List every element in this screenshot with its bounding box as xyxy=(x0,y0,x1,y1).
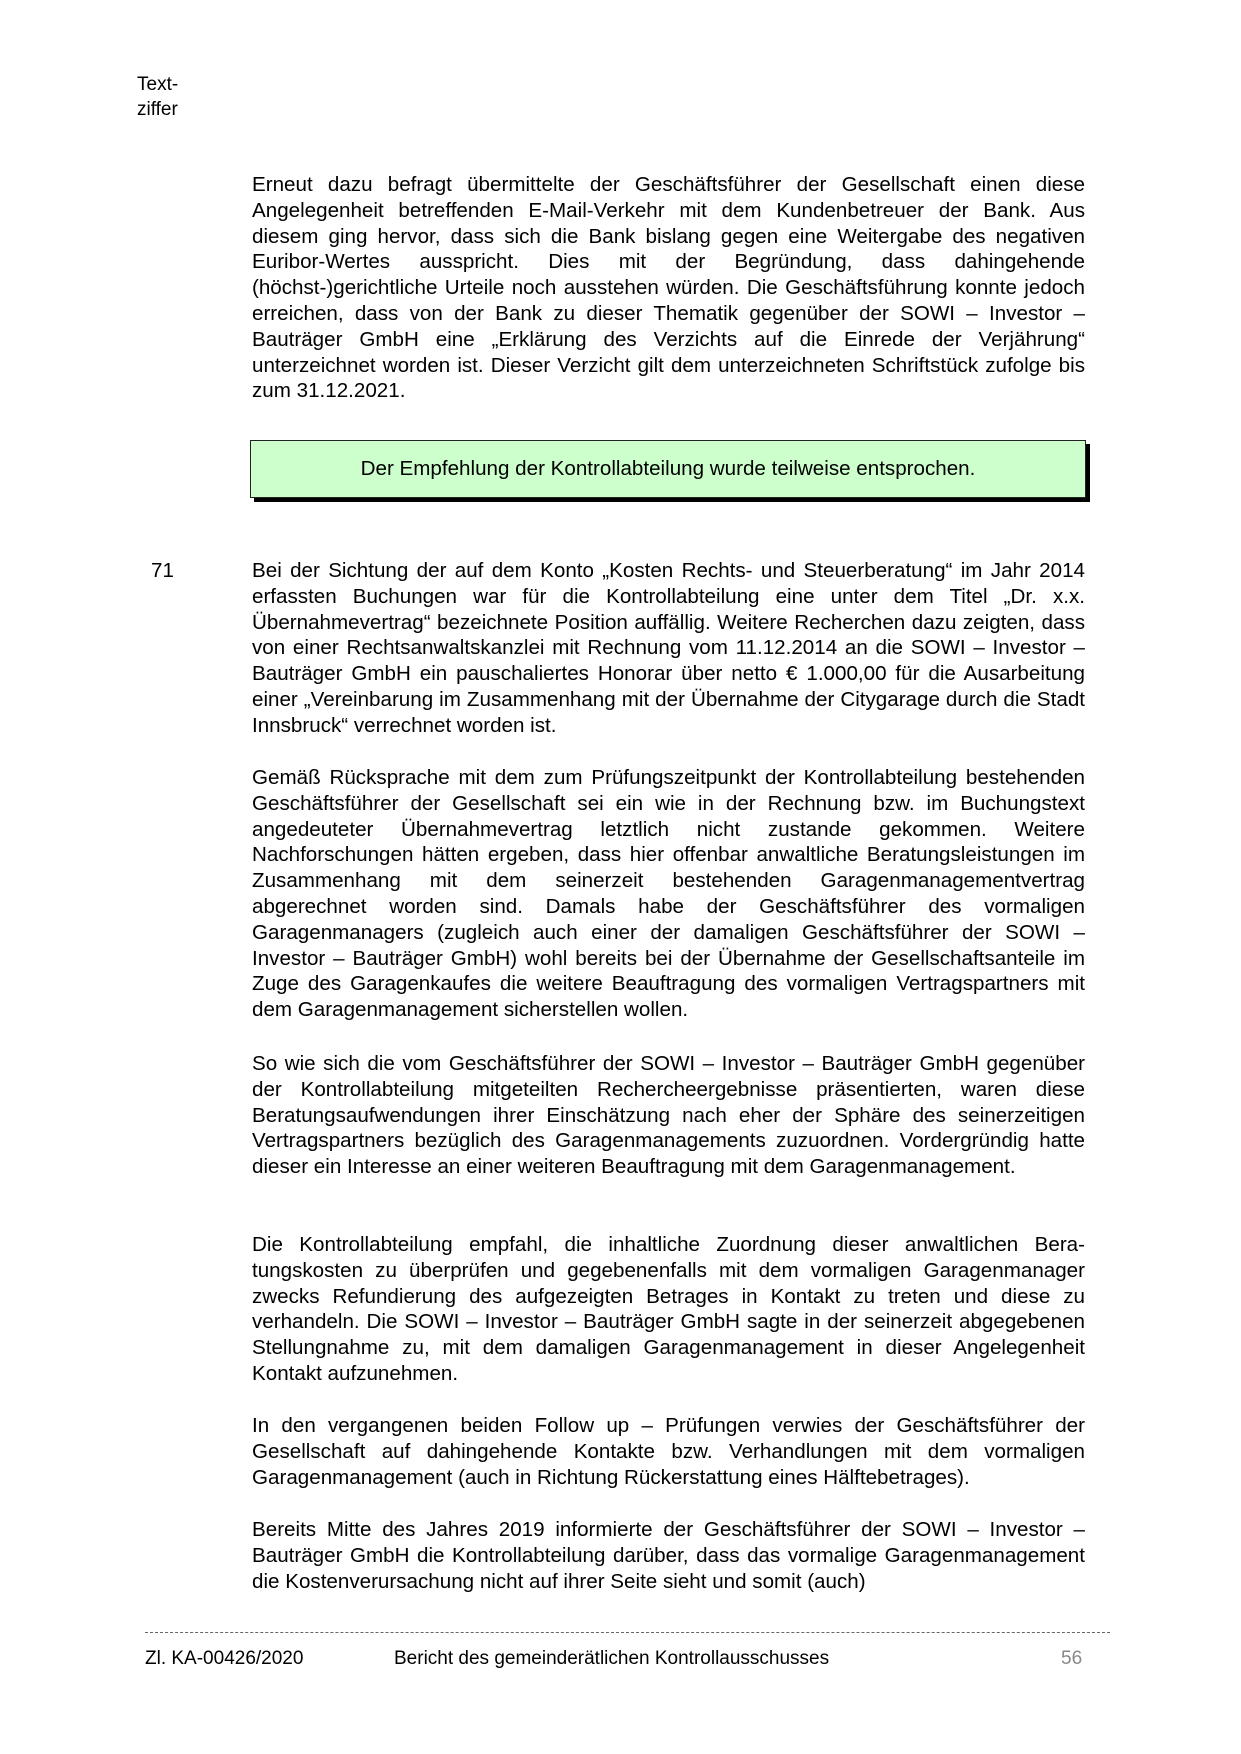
footer-title: Bericht des gemeinderätlichen Kontrollausschusses xyxy=(394,1648,830,1669)
textziffer-number: 71 xyxy=(151,559,174,582)
recommendation-status-box xyxy=(250,440,1086,498)
paragraph-follow-up: In den vergangenen beiden Follow up – Prüfungen verwies der Geschäftsführer der Gesellschaft auf dahingehende Kontakte bzw. Verhandlungen mit dem vormaligen Garagenmanagement (auch in Richtung Rückerstattung eines Hälftebetrages). xyxy=(252,1414,1085,1489)
paragraph-recommendation: Die Kontrollabteilung empfahl, die inhaltliche Zuordnung dieser anwaltlichen Beratungskosten zu überprüfen und gegebenenfalls mit dem vormaligen Garagenmanager zwecks Refundierung des aufgezeigten Betrages in Kontakt zu treten und diese zu verhandeln. Die SOWI – Investor – Bauträger GmbH sagte in der seinerzeit abgegebenen Stellungnahme zu, mit dem damaligen Garagenmanagement in dieser Angelegenheit Kontakt aufzunehmen. xyxy=(252,1233,1085,1385)
paragraph-booking-review: Bei der Sichtung der auf dem Konto „Kosten Rechts- und Steuerberatung“ im Jahr 2014 erfassten Buchungen war für die Kontrollabteilung eine unter dem Titel „Dr. x.x. Übernahmevertrag“ bezeichnete Position auffällig. Weitere Recherchen dazu zeigten, dass von einer Rechtsanwaltskanzlei mit Rechnung vom 11.12.2014 an die SOWI – Investor – Bauträger GmbH ein pauschaliertes Honorar über netto € 1.000,00 für die Ausarbeitung einer „Vereinbarung im Zusammenhang mit der Übernahme der Citygarage durch die Stadt Innsbruck“ verrechnet worden ist. xyxy=(252,559,1085,737)
recommendation-status-text: Der Empfehlung der Kontrollabteilung wurde teilweise entsprochen. xyxy=(360,457,976,480)
footer-page-number: 56 xyxy=(1061,1648,1083,1669)
paragraph-mid-2019: Bereits Mitte des Jahres 2019 informierte der Geschäftsführer der SOWI – Investor – Bauträger GmbH die Kontrollabteilung darüber, dass das vormalige Garagenmanagement die Kostenverursachung nicht auf ihrer Seite sieht und somit (auch) xyxy=(252,1518,1085,1593)
footer-reference: Zl. KA-00426/2020 xyxy=(145,1648,304,1669)
paragraph-consultation: Gemäß Rücksprache mit dem zum Prüfungszeitpunkt der Kontrollabteilung bestehenden Geschäftsführer der Gesellschaft sei ein wie in der Rechnung bzw. im Buchungstext angedeuteter Übernahmevertrag letztlich nicht zustande gekommen. Weitere Nachforschungen hätten ergeben, dass hier offenbar anwaltliche Beratungsleistungen im Zusammenhang mit dem seinerzeit bestehenden Garagenmanagementvertrag abgerechnet worden sind. Damals habe der Geschäftsführer des vormaligen Garagenmanagers (zugleich auch einer der damaligen Geschäftsführer der SOWI – Investor – Bauträger GmbH) wohl bereits bei der Übernahme der Gesellschaftsanteile im Zuge des Garagenkaufes die weitere Beauftragung des vormaligen Vertragspartners mit dem Garagenmanagement sicherstellen wollen. xyxy=(252,766,1085,1022)
margin-label-line2: ziffer xyxy=(137,99,178,120)
textziffer-margin-label xyxy=(137,72,178,122)
margin-label-line1: Text- xyxy=(137,74,179,95)
footer-divider xyxy=(145,1632,1110,1633)
paragraph-email-bank: Erneut dazu befragt übermittelte der Geschäftsführer der Gesellschaft einen diese Angelegenheit betreffenden E-Mail-Verkehr mit dem Kundenbetreuer der Bank. Aus diesem ging hervor, dass sich die Bank bislang gegen eine Weitergabe des negativen Euribor-Wertes ausspricht. Dies mit der Begründung, dass dahingehende (höchst-)gerichtliche Urteile noch ausstehen würden. Die Geschäftsführung konnte jedoch erreichen, dass von der Bank zu dieser Thematik gegenüber der SOWI – Investor – Bauträger GmbH eine „Erklärung des Verzichts auf die Einrede der Verjährung“ unterzeichnet worden ist. Dieser Verzicht gilt dem unterzeichneten Schriftstück zufolge bis zum 31.12.2021. xyxy=(252,173,1085,403)
paragraph-research-results: So wie sich die vom Geschäftsführer der SOWI – Investor – Bauträger GmbH gegenüber der Kontrollabteilung mitgeteilten Rechercheergebnisse präsentierten, waren diese Beratungsaufwendungen ihrer Einschätzung nach eher der Sphäre des seinerzeitigen Vertragspartners bezüglich des Garagenmanagements zuzuordnen. Vordergründig hatte dieser ein Interesse an einer weiteren Beauftragung mit dem Garagenmanagement. xyxy=(252,1052,1085,1179)
